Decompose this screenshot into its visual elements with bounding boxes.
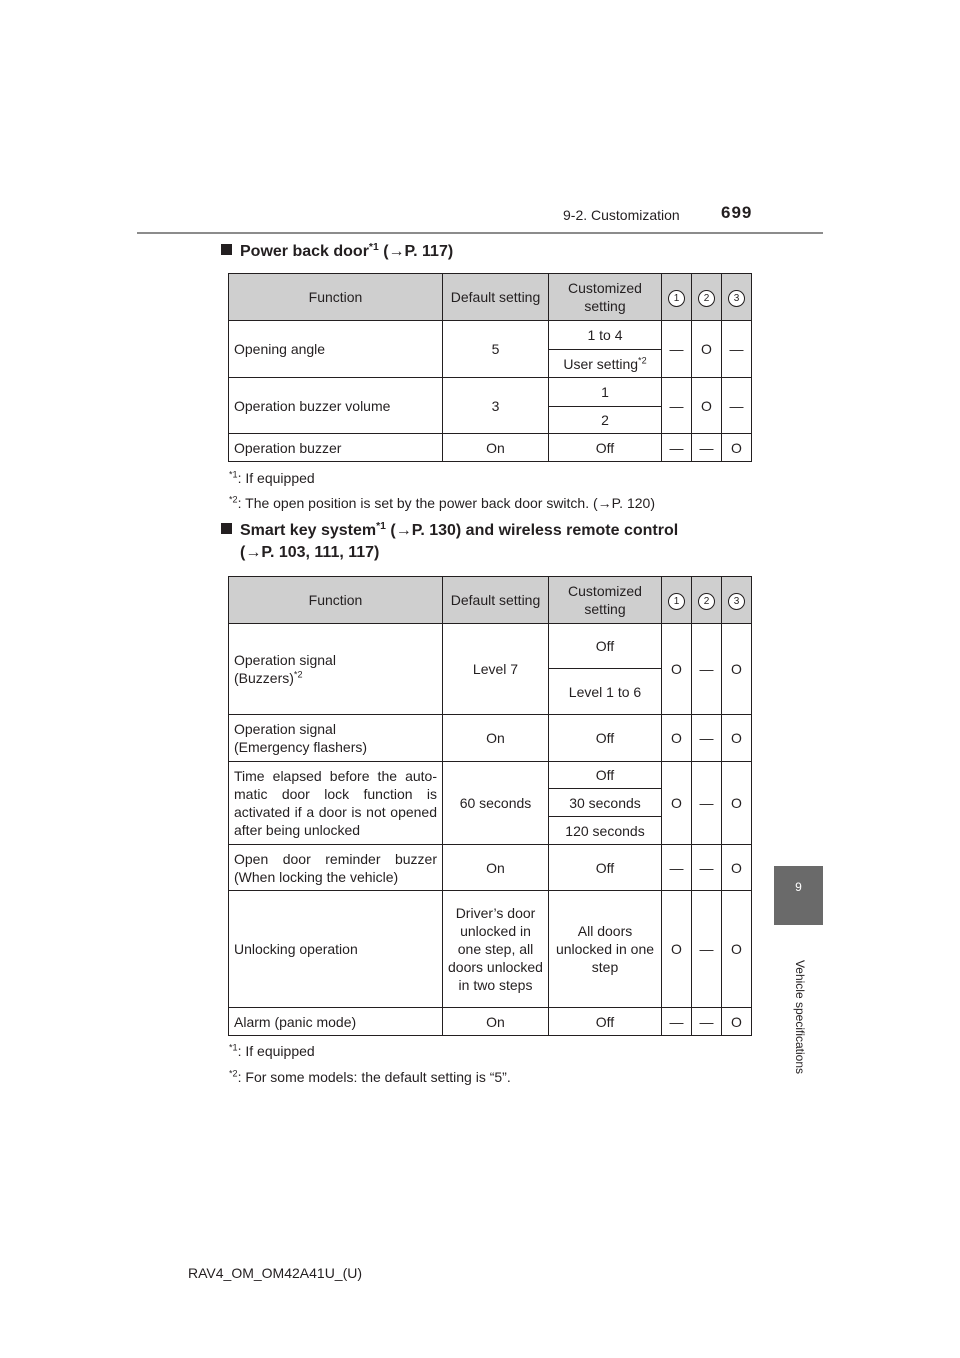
custom-cell: Off	[549, 845, 662, 891]
page-reference: (→P. 117)	[383, 243, 454, 260]
cell-1: O	[662, 762, 692, 845]
bullet-square-icon	[221, 244, 232, 255]
table-row	[229, 891, 752, 1008]
table-row	[229, 1008, 752, 1036]
page-reference: (→P. 130) and wireless remote control	[390, 522, 679, 539]
custom-cell: 30 seconds	[549, 789, 662, 817]
page-reference: (→P. 103, 111, 117)	[240, 544, 380, 561]
cell-3: —	[722, 321, 752, 378]
col-default: Default setting	[443, 274, 549, 321]
table-row	[229, 434, 752, 462]
circled-3-icon: 3	[728, 290, 745, 307]
default-cell: Driver’s door unlocked in one step, all doors unlocked in two steps	[443, 891, 549, 1008]
heading-text: Smart key system	[240, 522, 377, 539]
cell-2: —	[692, 434, 722, 462]
table-row	[229, 624, 752, 669]
bullet-square-icon	[221, 523, 232, 534]
cell-1: —	[662, 321, 692, 378]
heading-text: Power back door	[240, 243, 369, 260]
footnote-mark: *1	[376, 520, 386, 532]
col-customized: Customized setting	[549, 577, 662, 624]
page-number: 699	[721, 203, 753, 222]
custom-cell: 120 seconds	[549, 817, 662, 845]
col-1	[662, 577, 692, 624]
custom-cell: Off	[549, 1008, 662, 1036]
default-cell: Level 7	[443, 624, 549, 715]
function-cell: Operation buzzer volume	[229, 378, 443, 434]
footnote: $^{*1}$: If equipped	[229, 469, 315, 486]
header-divider	[137, 232, 823, 234]
cell-2: —	[692, 1008, 722, 1036]
table-header-row	[229, 274, 752, 321]
cell-3: O	[722, 845, 752, 891]
table-row	[229, 715, 752, 762]
circled-1-icon: 1	[668, 593, 685, 610]
smart-key-table	[228, 576, 752, 1036]
cell-1: —	[662, 1008, 692, 1036]
cell-2: —	[692, 891, 722, 1008]
footnote: $^{*2}$: The open position is set by the power back door switch. (→P. 120)	[229, 494, 655, 511]
function-cell: Alarm (panic mode)	[229, 1008, 443, 1036]
cell-2: —	[692, 624, 722, 715]
default-cell: On	[443, 845, 549, 891]
function-cell: Open door reminder buzzer (When locking the vehicle)	[229, 845, 443, 891]
custom-cell: Off	[549, 434, 662, 462]
cell-3: —	[722, 378, 752, 434]
function-cell: Operation buzzer	[229, 434, 443, 462]
custom-cell: 1 to 4	[549, 321, 662, 350]
custom-cell: User setting$^{*2}$	[549, 350, 662, 378]
table-row	[229, 321, 752, 350]
table-row	[229, 378, 752, 407]
custom-cell: Off	[549, 624, 662, 669]
default-cell: 3	[443, 378, 549, 434]
footnote-mark: *1	[368, 241, 379, 253]
col-3	[722, 274, 752, 321]
section-title: 9-2. Customization	[563, 207, 680, 223]
cell-3: O	[722, 762, 752, 845]
col-1	[662, 274, 692, 321]
circled-2-icon: 2	[698, 290, 715, 307]
cell-3: O	[722, 715, 752, 762]
heading-power-back-door	[221, 241, 453, 263]
custom-cell: Off	[549, 762, 662, 789]
col-3	[722, 577, 752, 624]
document-code: RAV4_OM_OM42A41U_(U)	[188, 1265, 363, 1281]
custom-cell: Level 1 to 6	[549, 669, 662, 715]
circled-1-icon: 1	[668, 290, 685, 307]
cell-1: O	[662, 624, 692, 715]
custom-cell: Off	[549, 715, 662, 762]
circled-2-icon: 2	[698, 593, 715, 610]
default-cell: 5	[443, 321, 549, 378]
cell-2: O	[692, 321, 722, 378]
custom-cell: 1	[549, 378, 662, 407]
chapter-tab: 9	[774, 866, 823, 925]
col-function: Function	[229, 274, 443, 321]
cell-2: O	[692, 378, 722, 434]
cell-2: —	[692, 845, 722, 891]
footnote: $^{*2}$: For some models: the default setting is “5”.	[229, 1068, 511, 1085]
cell-2: —	[692, 715, 722, 762]
default-cell: On	[443, 1008, 549, 1036]
cell-1: —	[662, 845, 692, 891]
function-cell: Time elapsed before the auto-matic door lock function is activated if a door is not opened after being unlocked	[229, 762, 443, 845]
power-back-door-table	[228, 273, 752, 462]
heading-smart-key-system	[221, 520, 678, 564]
cell-3: O	[722, 891, 752, 1008]
cell-1: O	[662, 891, 692, 1008]
default-cell: On	[443, 434, 549, 462]
function-cell: Opening angle	[229, 321, 443, 378]
cell-3: O	[722, 1008, 752, 1036]
custom-cell: All doors unlocked in one step	[549, 891, 662, 1008]
table-row	[229, 762, 752, 789]
chapter-label: Vehicle specifications	[793, 959, 807, 1075]
cell-3: O	[722, 434, 752, 462]
function-cell: Operation signal (Buzzers)$^{*2}$	[229, 624, 443, 715]
default-cell: On	[443, 715, 549, 762]
cell-1: —	[662, 434, 692, 462]
table-row	[229, 845, 752, 891]
col-2	[692, 274, 722, 321]
default-cell: 60 seconds	[443, 762, 549, 845]
function-cell: Operation signal (Emergency flashers)	[229, 715, 443, 762]
col-customized: Customized setting	[549, 274, 662, 321]
footnote: $^{*1}$: If equipped	[229, 1042, 315, 1059]
col-default: Default setting	[443, 577, 549, 624]
col-2	[692, 577, 722, 624]
cell-2: —	[692, 762, 722, 845]
circled-3-icon: 3	[728, 593, 745, 610]
cell-1: —	[662, 378, 692, 434]
table-header-row	[229, 577, 752, 624]
cell-1: O	[662, 715, 692, 762]
col-function: Function	[229, 577, 443, 624]
function-cell: Unlocking operation	[229, 891, 443, 1008]
cell-3: O	[722, 624, 752, 715]
custom-cell: 2	[549, 407, 662, 434]
